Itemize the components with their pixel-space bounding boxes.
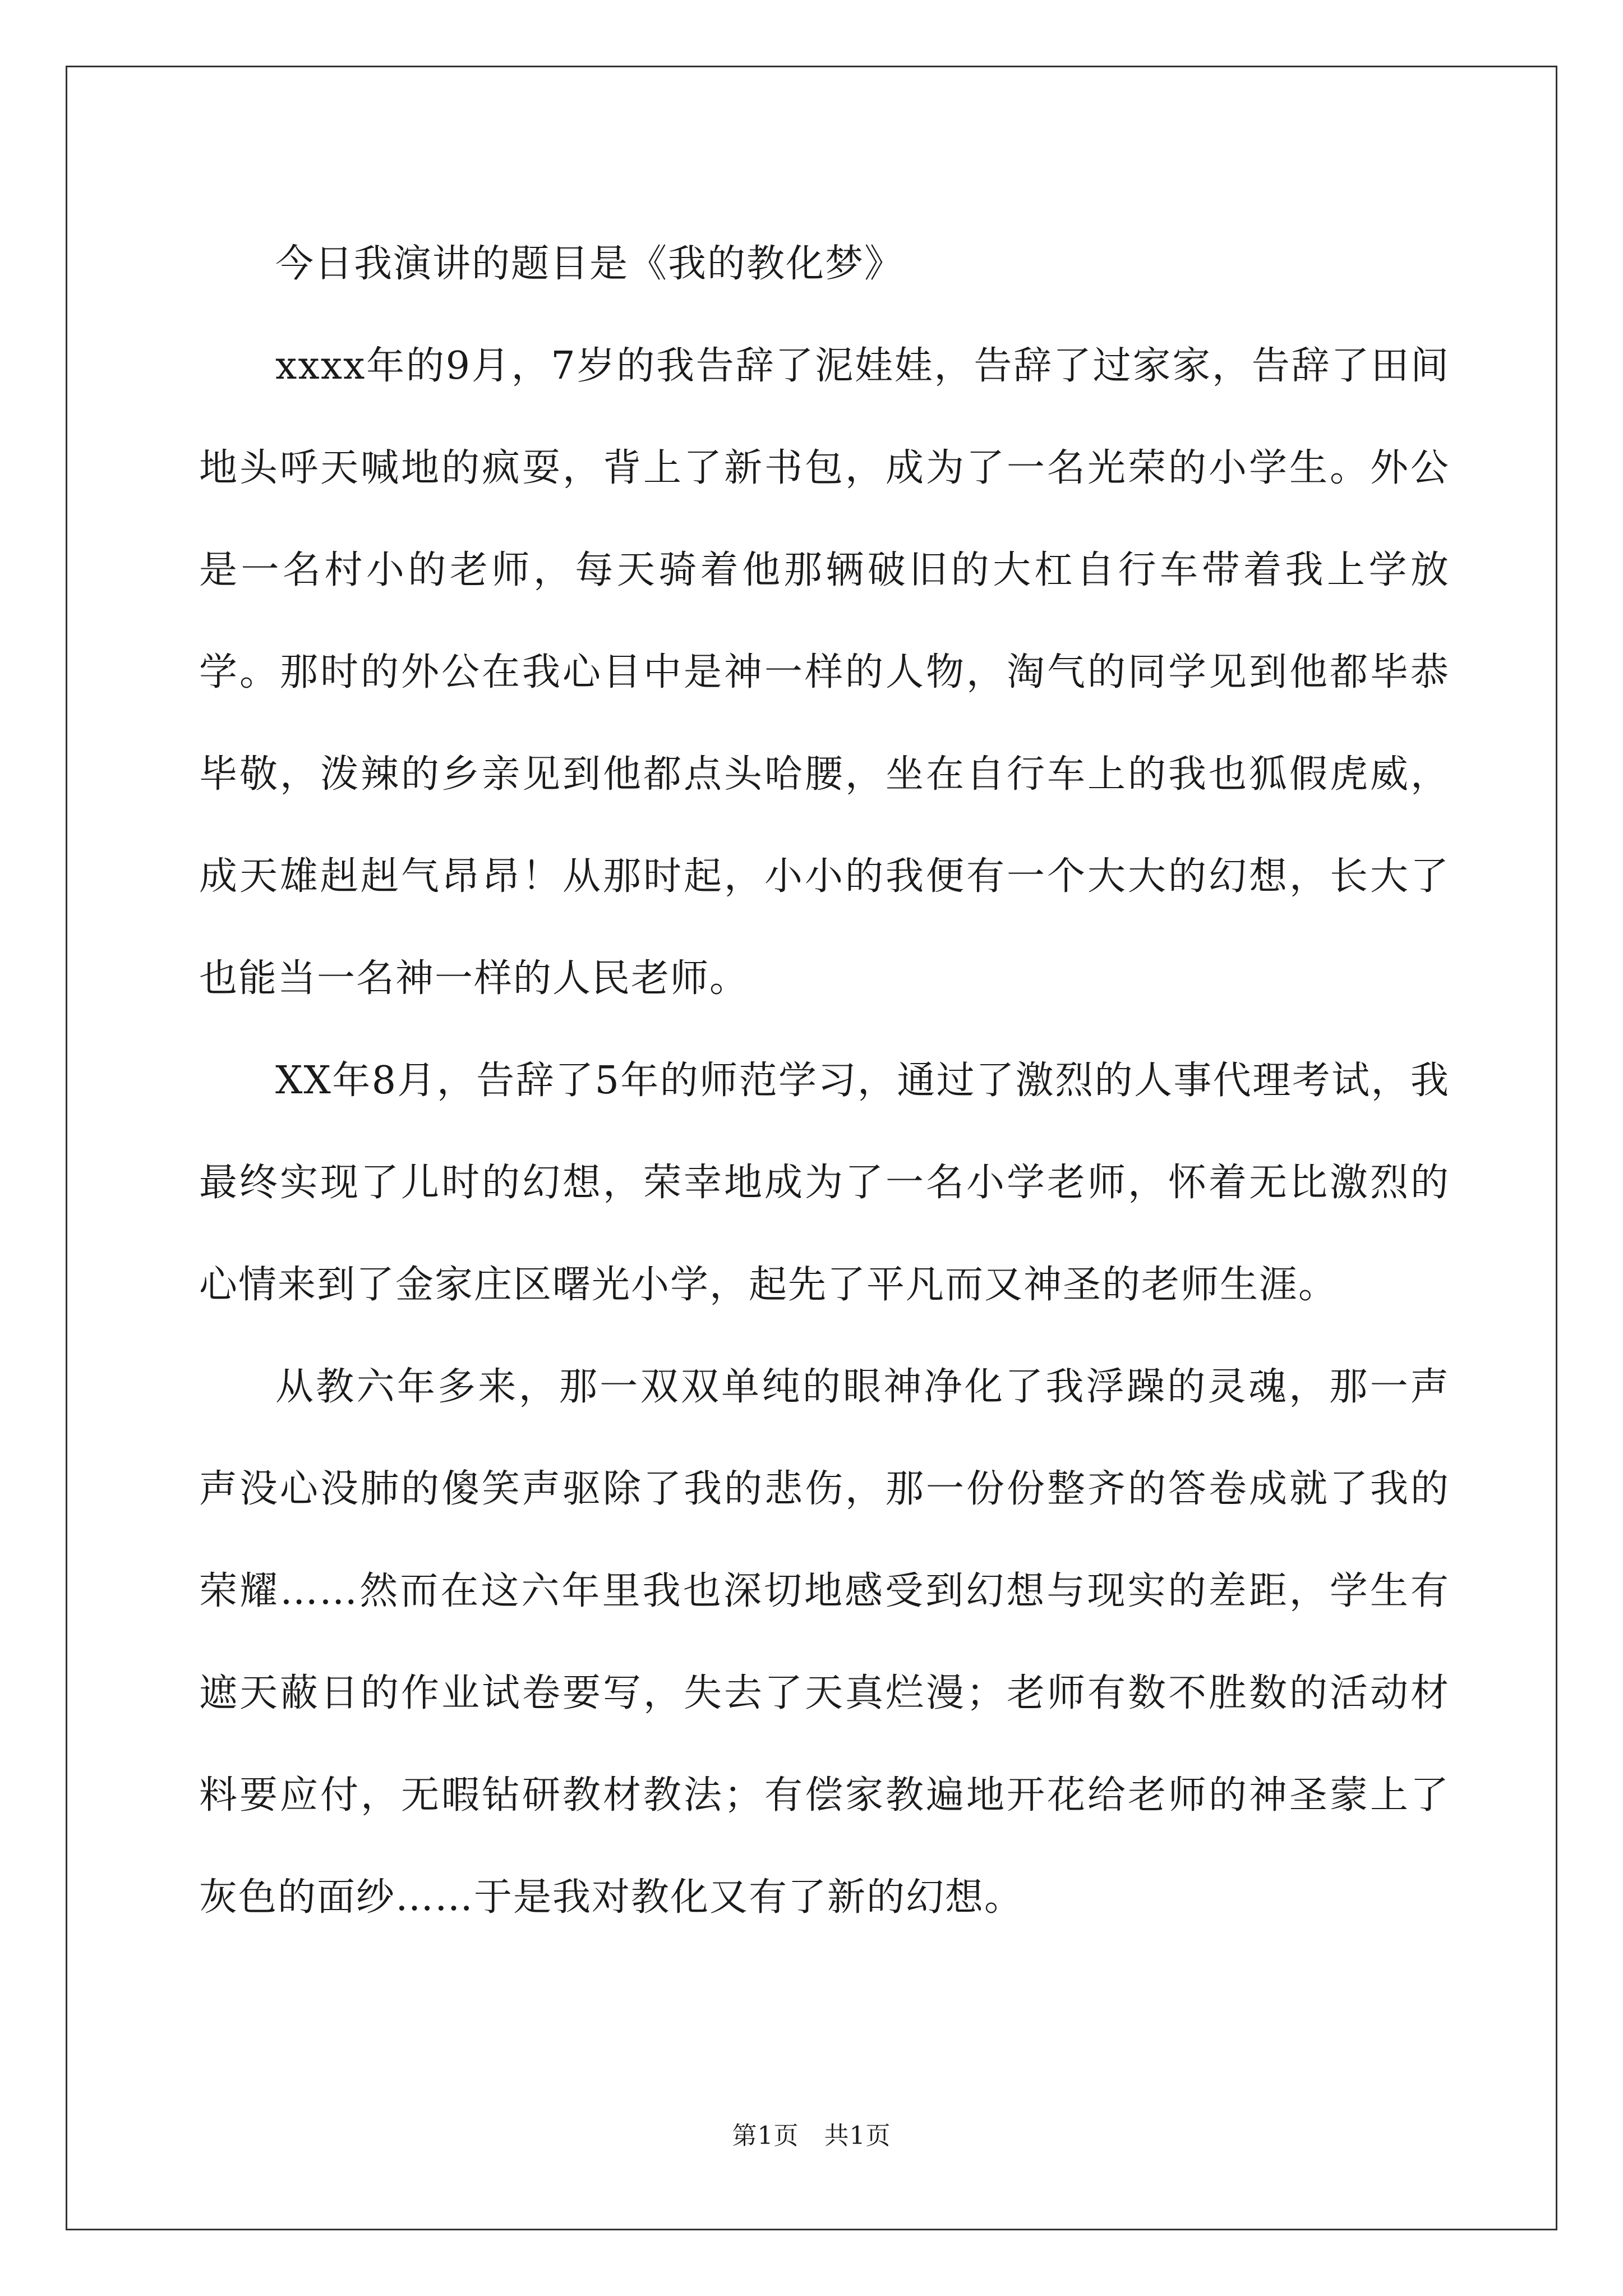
paragraph: XX年8月，告辞了5年的师范学习，通过了激烈的人事代理考试，我最终实现了儿时的幻想，荣幸地成为了一名小学老师，怀着无比激烈的心情来到了金家庄区曙光小学，起先了平凡而又神圣的老师生涯。 (199, 1059, 1450, 1307)
paragraph: xxxx年的9月，7岁的我告辞了泥娃娃，告辞了过家家，告辞了田间地头呼天喊地的疯耍，背上了新书包，成为了一名光荣的小学生。外公是一名村小的老师，每天骑着他那辆破旧的大杠自行车带着我上学放学。那时的外公在我心目中是神一样的人物，淘气的同学见到他都毕恭毕敬，泼辣的乡亲见到他都点头哈腰，坐在自行车上的我也狐假虎威，成天雄赳赳气昂昂！从那时起，小小的我便有一个大大的幻想，长大了也能当一名神一样的人民老师。 (199, 344, 1450, 1001)
paragraph-title: 今日我演讲的题目是《我的教化梦》 (275, 242, 904, 286)
page-number-footer: 第1页 共1页 (732, 2122, 891, 2150)
document-body (199, 213, 1450, 1949)
paragraph: 从教六年多来，那一双双单纯的眼神净化了我浮躁的灵魂，那一声声没心没肺的傻笑声驱除了我的悲伤，那一份份整齐的答卷成就了我的荣耀……然而在这六年里我也深切地感受到幻想与现实的差距，学生有遮天蔽日的作业试卷要写，失去了天真烂漫；老师有数不胜数的活动材料要应付，无暇钻研教材教法；有偿家教遍地开花给老师的神圣蒙上了灰色的面纱……于是我对教化又有了新的幻想。 (199, 1365, 1450, 1920)
